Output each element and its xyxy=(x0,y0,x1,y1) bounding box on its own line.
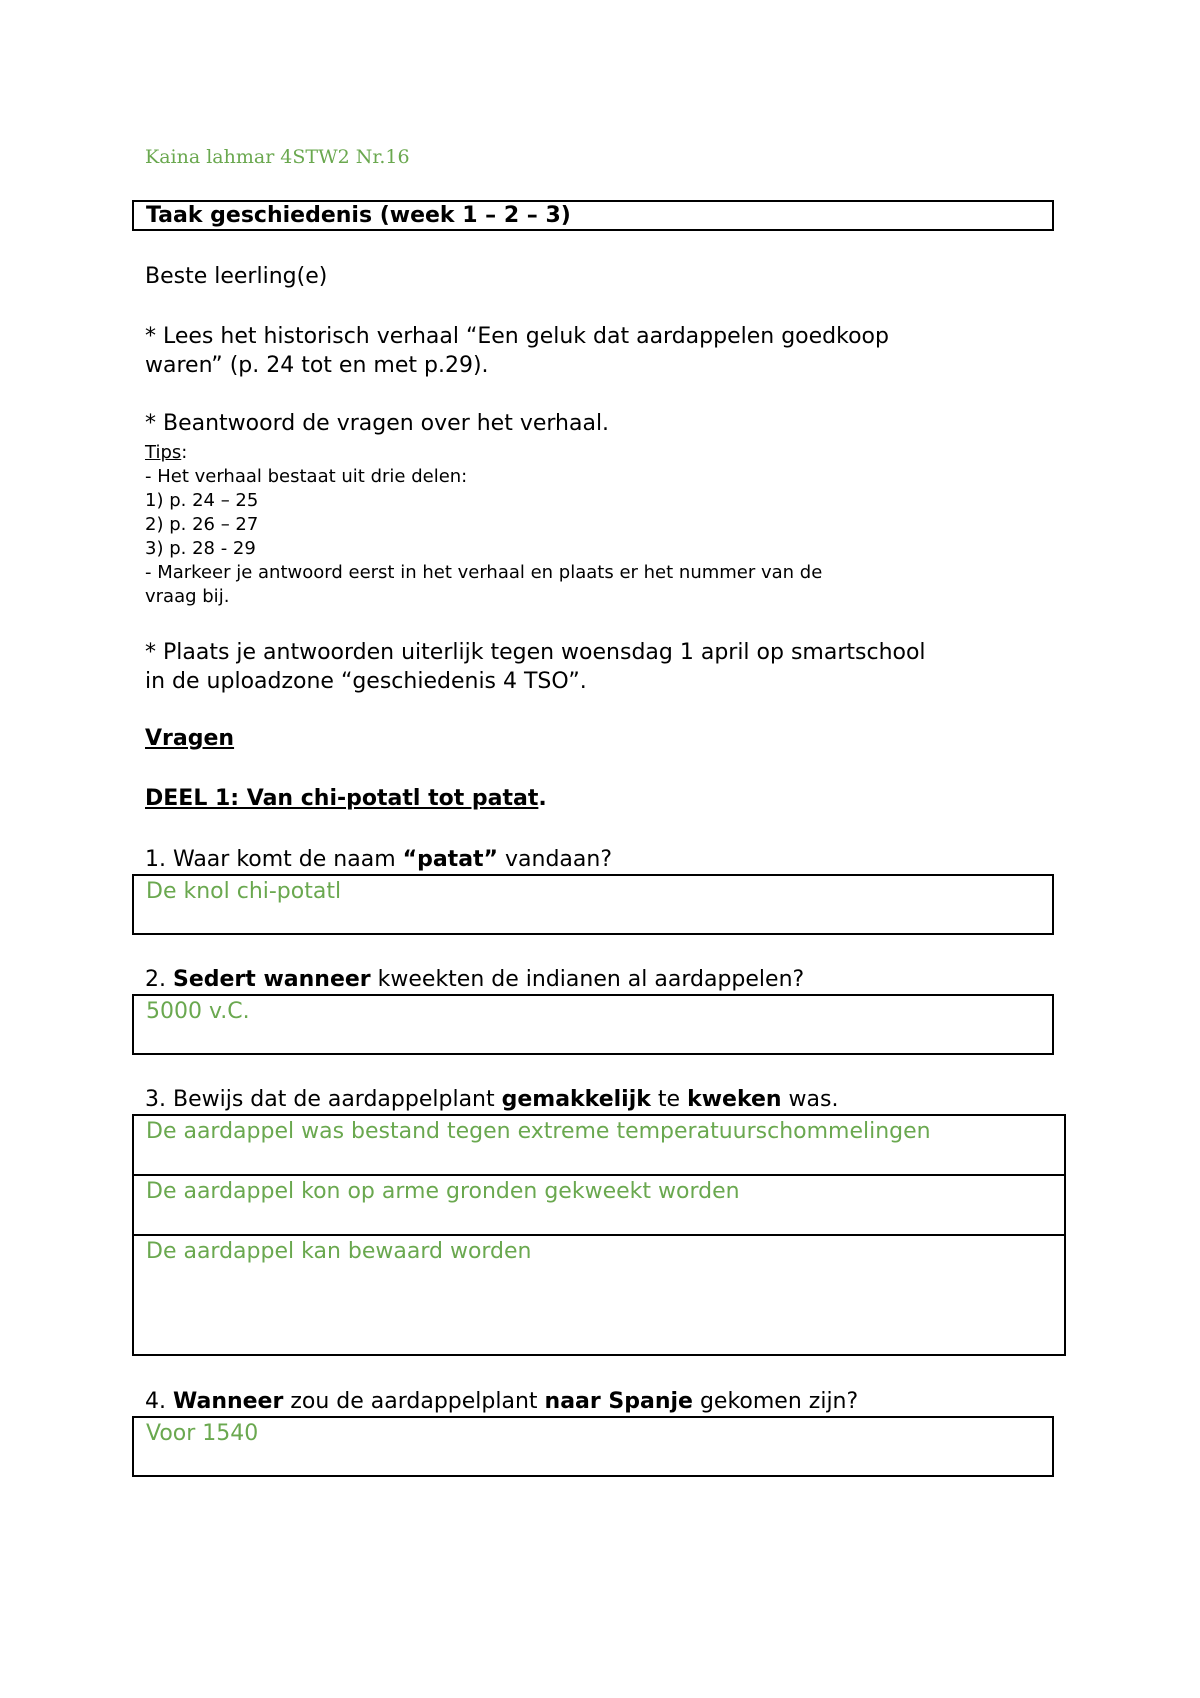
instruction-upload-line2: in de uploadzone “geschiedenis 4 TSO”. xyxy=(145,669,587,694)
part1-heading-line xyxy=(145,786,547,811)
greeting: Beste leerling(e) xyxy=(145,264,328,289)
question-2 xyxy=(145,965,804,995)
question-1-text-end: vandaan? xyxy=(498,847,613,872)
student-name-line: Kaina lahmar 4STW2 Nr.16 xyxy=(145,146,410,168)
question-3-text: 3. Bewijs dat de aardappelplant xyxy=(145,1087,502,1112)
question-2-number: 2. xyxy=(145,967,173,992)
question-3-bold-1: gemakkelijk xyxy=(501,1087,651,1112)
question-3 xyxy=(145,1085,839,1115)
question-4-text-end: gekomen zijn? xyxy=(692,1389,859,1414)
question-4-bold-2: naar Spanje xyxy=(544,1389,693,1414)
answer-field-4[interactable]: Voor 1540 xyxy=(132,1416,1054,1477)
tips-colon: : xyxy=(181,442,188,463)
question-4-bold-1: Wanneer xyxy=(172,1389,284,1414)
tips-label: Tips xyxy=(145,442,182,463)
tips-line: - Het verhaal bestaat uit drie delen: xyxy=(145,466,468,487)
instruction-upload-line1: * Plaats je antwoorden uiterlijk tegen woensdag 1 april op smartschool xyxy=(145,640,926,665)
tips-line: vraag bij. xyxy=(145,586,230,607)
answer-field-3c[interactable]: De aardappel kan bewaard worden xyxy=(133,1235,1065,1355)
question-4-number: 4. xyxy=(145,1389,173,1414)
answer-field-3a[interactable]: De aardappel was bestand tegen extreme temperatuurschommelingen xyxy=(133,1115,1065,1175)
instruction-read-line1: * Lees het historisch verhaal “Een geluk dat aardappelen goedkoop xyxy=(145,324,889,349)
tips-line: 3) p. 28 - 29 xyxy=(145,538,256,559)
question-1-bold: “patat” xyxy=(402,847,499,872)
tips-line: 1) p. 24 – 25 xyxy=(145,490,259,511)
question-4 xyxy=(145,1387,858,1417)
answer-field-1[interactable]: De knol chi-potatl xyxy=(132,874,1054,935)
questions-heading: Vragen xyxy=(145,726,235,751)
part1-heading-period: . xyxy=(538,786,547,811)
question-3-text-mid: te xyxy=(650,1087,688,1112)
assignment-title: Taak geschiedenis (week 1 – 2 – 3) xyxy=(132,200,1054,231)
instruction-answer: * Beantwoord de vragen over het verhaal. xyxy=(145,411,610,436)
question-1-text: 1. Waar komt de naam xyxy=(145,847,403,872)
question-1 xyxy=(145,845,612,875)
question-2-text: kweekten de indianen al aardappelen? xyxy=(370,967,805,992)
tips-label-line xyxy=(145,441,187,465)
question-3-text-end: was. xyxy=(781,1087,839,1112)
question-3-bold-2: kweken xyxy=(687,1087,782,1112)
tips-line: - Markeer je antwoord eerst in het verhaal en plaats er het nummer van de xyxy=(145,562,823,583)
instruction-read-line2: waren” (p. 24 tot en met p.29). xyxy=(145,353,489,378)
part1-heading: DEEL 1: Van chi-potatl tot patat xyxy=(145,786,539,811)
answer-field-2[interactable]: 5000 v.C. xyxy=(132,994,1054,1055)
tips-line: 2) p. 26 – 27 xyxy=(145,514,259,535)
question-2-bold: Sedert wanneer xyxy=(172,967,371,992)
question-4-text-mid: zou de aardappelplant xyxy=(283,1389,545,1414)
answer-table-3 xyxy=(132,1114,1066,1356)
answer-field-3b[interactable]: De aardappel kon op arme gronden gekweekt worden xyxy=(133,1175,1065,1235)
